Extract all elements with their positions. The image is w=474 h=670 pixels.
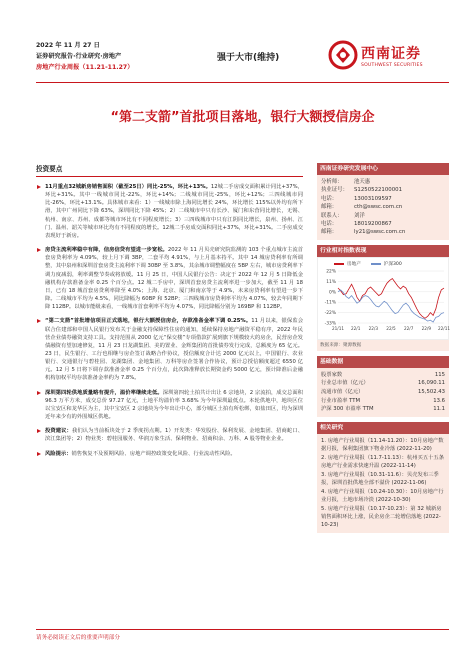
bullet-text: 销售恢复不及预期风险、房地产调控政策变化风险、行业流动性风险。 [71, 450, 236, 457]
analyst-key: 电话： [321, 195, 338, 202]
sidebar [317, 163, 449, 533]
y-tick-label: 22% [326, 269, 336, 275]
legend-swatch-index [371, 263, 381, 265]
y-tick-label: -33% [324, 321, 336, 327]
header-divider [36, 82, 449, 83]
bullet-item [36, 246, 303, 311]
relative-index-chart [318, 267, 451, 335]
industry-rating: 强于大市(维持) [217, 53, 280, 63]
analyst-value: S1250522100001 [354, 187, 403, 194]
main-content [36, 163, 303, 458]
logo-icon [328, 40, 358, 70]
basic-data-box [317, 356, 449, 417]
related-research-item[interactable]: 2. 房地产行业周报（11.7-11.13）：杭州买五十五条房地产行业需求快速升温 (2022-11-14) [321, 454, 445, 470]
x-tick-label: 22/9 [421, 325, 432, 331]
analyst-key: 邮箱： [321, 204, 338, 211]
basic-data-row [321, 388, 445, 397]
related-research-list [317, 434, 449, 533]
y-tick-label: -22% [324, 310, 336, 316]
chart-legend [318, 258, 448, 267]
y-tick-label: -11% [324, 300, 336, 306]
bullet-text: 11 月以来，银保监会联合住建部和中国人民银行发布关于金融支持保障性住房的通知，延续保持房地产融资平稳有序，2022 年民营企业债券融资支持工具。支持范围从 2000 亿元“保交楼”专项借款扩展到旗下规模较大的房企，民营房企发债融资有望加速修复，11 月 23 日龙湖集团、美的置业、金辉集团的首批债券发行完成，总额度为 65 亿元。23 日，民生银行、工行也相继与房企签订战略合作协议，授信额度合计达 2000 亿元以上，中国银行、农业银行、交通银行与碧桂园、龙湖集团、金地集团、万科等房企签署合作协议，预计总授信额度超过 6550 亿元。12 月 5 日将下调存款准备金率 0.25 个百分点，此次降准释放长期资金约 5000 亿元，预计降准后金融机构加权平均存款准备金率约为 7.8%。 [45, 318, 303, 382]
related-research-box [317, 422, 449, 533]
bullet-text: 深圳第四轮土拍共计出让 6 宗地块，2 宗流拍，成交总面积 96.3 万平方米，成交总价 97.27 亿元，土地平均溢价率 3.68% 为今年深圳最低点。本轮供地中，地块区位以宝安区和龙华区为主，其中宝安区 2 宗地块为今年出让中心，部分城区土拍有所松绑，如盐田区，均为深圳近年来少有的外围城区供地。 [45, 389, 303, 421]
analyst-key: 电话： [321, 221, 338, 228]
chart-source: 数据来源：聚源数据 [317, 340, 449, 351]
analyst-row [321, 186, 445, 194]
company-logo [328, 37, 446, 73]
related-research-item[interactable]: 1. 房地产行业周报（11.14-11.20）：10月房地产数据月报，保利集团旗下物业冷落 (2022-11-20) [321, 437, 444, 453]
bullet-lead: 11月重点32城新房销售面积（截至25日）同比-25%，环比+13%。 [45, 184, 211, 190]
analyst-key: 执业证号： [321, 187, 348, 194]
y-tick-label: 0% [329, 290, 336, 296]
basic-data-value: 15,502.43 [418, 389, 445, 396]
related-research-item[interactable]: 4. 房地产行业周报（10.24-10.30）：10月房地产行业月报，土地市场冷淡 (2022-10-30) [321, 488, 444, 504]
basic-data-row [321, 371, 445, 380]
basic-data-value: 13.6 [433, 397, 445, 404]
analyst-value: cth@swsc.com.cn [354, 204, 403, 211]
analyst-value: 池天惠 [354, 179, 371, 185]
y-tick-label: 11% [326, 279, 336, 285]
basic-data-heading: 基础数据 [317, 356, 449, 368]
analyst-value: 13003109597 [354, 195, 392, 202]
team-heading: 西南证券研究发展中心 [317, 163, 449, 175]
x-tick-label: 22/5 [386, 325, 396, 331]
footer-disclaimer: 请务必阅读正文后的重要声明部分 [36, 635, 120, 641]
basic-data-row [321, 405, 445, 414]
bullet-list [36, 183, 303, 458]
analyst-value: ly21@swsc.com.cn [354, 229, 406, 236]
section-heading: 投资要点 [36, 163, 303, 177]
analyst-key: 邮箱： [321, 229, 338, 236]
bullet-item [36, 389, 303, 422]
bullet-text: 12城二手房成交面积累计同比+37%，环比+31%。其中一线城市同比-22%，环比+14%；二线城市同比-25%，环比+12%；三四线城市同比-26%，环比+13.1%。具体城市来看：1）一线城市除上海同比增长 24%，环比增长 115%以外均有所下滑，其中广州同比下降 63%，深圳同比下降 45%；2）二线城市中只有长沙、厦门和东营同比增长，无锡、杭州、南京、苏州、成都等城市环比有不同程度增长；3）三四线城市中只有江阴同比增长，泉州、扬州、江门、温州、韶关等城市环比均有不同程度的增长。12城二手房成交面积同比+37%，环比+31%。二手房成交表现好于新房。 [45, 184, 304, 239]
bullet-lead: 风险提示： [45, 450, 72, 457]
report-title: “第二支箭”首批项目落地，银行大额授信房企 [110, 110, 375, 125]
bullet-lead: 深圳第四轮供地质量略有提升，溢价率继续走低。 [45, 389, 163, 396]
basic-data-key: 沪深 300 市盈率 TTM [321, 406, 374, 413]
analyst-row [321, 212, 445, 220]
series-line [338, 290, 444, 322]
x-tick-label: 22/1 [350, 325, 361, 331]
legend-label-index: 沪深300 [383, 261, 402, 267]
basic-data-value: 115 [434, 371, 445, 378]
report-name: 房地产行业周报（11.21-11.27） [36, 64, 134, 71]
analyst-value: 18019200867 [354, 221, 392, 228]
footer-divider [36, 629, 449, 630]
bullet-lead: 投资建议： [45, 428, 72, 435]
analyst-row [321, 228, 445, 236]
logo-text-cn: 西南证券 [361, 46, 421, 62]
bullet-lead: 房贷主流利率稳中有降，信房信贷有望进一步宽松。 [45, 247, 168, 254]
report-category: 证券研究报告·行业研究·房地产 [36, 53, 122, 60]
report-date: 2022 年 11 月 27 日 [36, 42, 100, 49]
analyst-value: 刘洋 [354, 212, 365, 219]
logo-text-en: SOUTHWEST SECURITIES [361, 63, 423, 68]
bullet-item [36, 427, 303, 443]
analyst-row [321, 195, 445, 203]
bullet-text: 2022 年 11 月贝壳研究院监测的 103 个重点城市主流首套房贷利率为 4.09%，较上月下调 3BP，二套平均 4.91%，与上月基本持平。其中 14 城房贷利率有所调整，其中泉州和深圳首套房贷主流利率下调 30BP 至 3.8%，其余城市调整幅度在 5BP 左右，城市房贷利率下调力度减弱，利率调整节奏或将放缓。11 月 25 日，中国人民银行公告：决定于 2022 年 12 月 5 日降低金融机构存款准备金率 0.25 个百分点。12 城二手房中，深圳首套房贷主流利率进一步加大，截至 11 月 18 日，已有 18 城首套房贷利率降至 4.0%；上海、北京、厦门和南京等于 4.9%，未来房贷利率有望进一步下降。二线城市平均为 4.5%，同比降幅为 60BP 和 52BP；三四线城市房贷利率平均为 4.07%，较去年同期下降 112BP。以城市能级来看，一线城市首套利率平均为 4.07%，同比降幅分别为 169BP 和 112BP。 [45, 247, 303, 311]
related-research-item[interactable]: 5. 房地产行业周报（10.17-10.23）：第 32 城新房销售面积环比上涨，民企房企二轮增信落地 (2022-10-23) [321, 505, 442, 529]
analyst-row [321, 203, 445, 211]
related-research-item[interactable]: 3. 房地产行业周报（10.31-11.6）：贝壳发布三季报，深圳首批供地全部不溢价 (2022-11-06) [321, 471, 439, 487]
analyst-row [321, 220, 445, 228]
analyst-row [321, 178, 445, 186]
chart-box [317, 245, 449, 351]
basic-data-value: 11.1 [433, 406, 445, 413]
analyst-key: 联系人： [321, 212, 343, 219]
bullet-item [36, 450, 303, 458]
basic-data-value: 16,090.11 [418, 380, 445, 387]
x-tick-label: 22/7 [403, 325, 414, 331]
basic-data-key: 行业总市值（亿元） [321, 380, 369, 387]
basic-data-row [321, 397, 445, 406]
x-tick-label: 22/11 [437, 325, 451, 331]
chart-heading: 行业相对指数表现 [317, 245, 449, 257]
analyst-key: 分析师： [321, 179, 343, 185]
x-tick-label: 21/11 [331, 325, 345, 331]
bullet-item [36, 317, 303, 382]
basic-data-key: 行业市盈率 TTM [321, 397, 361, 404]
basic-data-table [317, 368, 449, 417]
basic-data-key: 流通市值（亿元） [321, 389, 364, 396]
basic-data-row [321, 379, 445, 388]
analyst-list [317, 175, 449, 240]
bullet-item [36, 183, 303, 240]
chart-area [317, 257, 449, 340]
x-tick-label: 22/3 [368, 325, 379, 331]
report-header-info [36, 40, 236, 73]
related-heading: 相关研究 [317, 422, 449, 434]
basic-data-key: 股票家数 [321, 371, 343, 378]
analyst-box [317, 163, 449, 240]
legend-label-estate: 房地产 [347, 261, 361, 267]
bullet-text: 我们认为当前板块处于 2 季度拐点期。1）开发类：华发股份、保利发展、金地集团、招商蛇口、滨江集团等；2）物业类：碧桂园服务、华润万象生活、保利物业、招商积余、万科、A 股等物业企业。 [45, 428, 303, 443]
bullet-lead: “第二支箭”首批增信项目正式落地，银行大额授信房企，存款准备金率下调 0.25%。 [45, 318, 252, 325]
legend-swatch-estate [334, 263, 344, 265]
